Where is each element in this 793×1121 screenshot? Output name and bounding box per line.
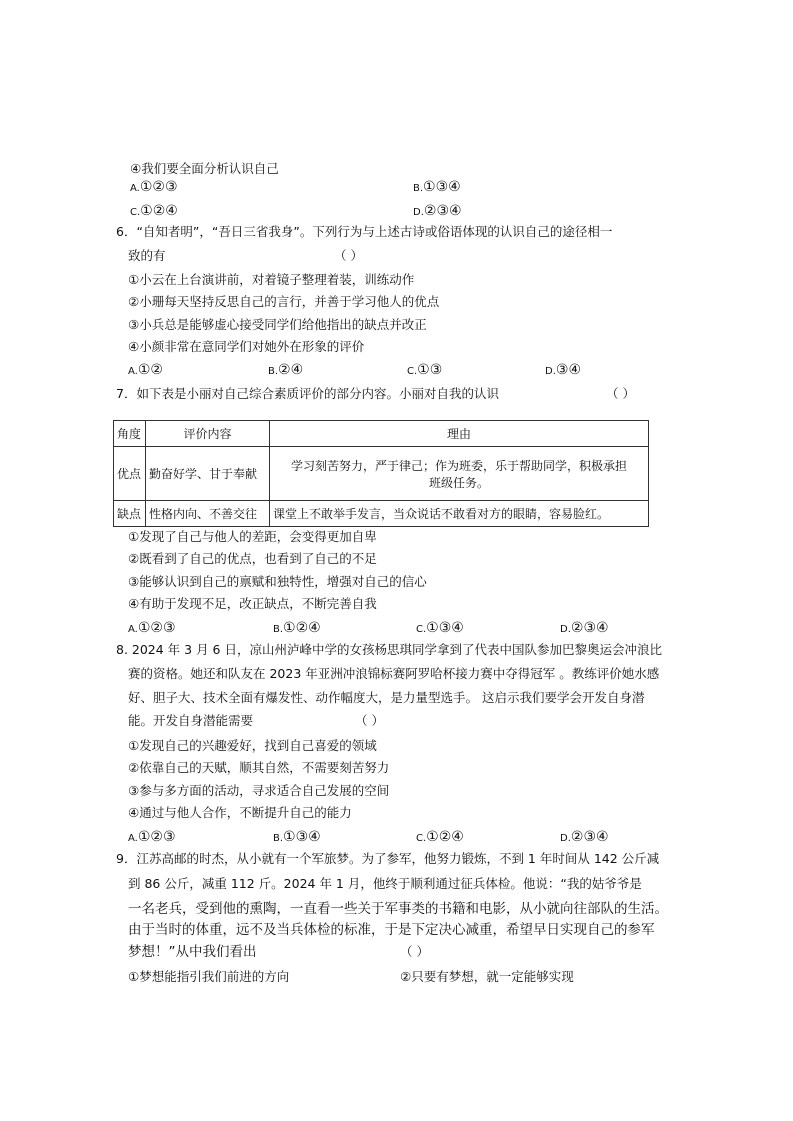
q6-option-b[interactable]: B.②④ <box>268 362 304 378</box>
q8-statement-2: ②依靠自己的天赋，顺其自然，不需要刻苦努力 <box>128 760 390 775</box>
q7-option-c[interactable]: C.①③④ <box>416 620 464 636</box>
q8-statement-1: ①发现自己的兴趣爱好，找到自己喜爱的领域 <box>128 738 377 753</box>
q7-option-a[interactable]: A.①②③ <box>128 620 176 636</box>
q5-option-c[interactable]: C.①②④ <box>130 203 178 219</box>
q5-option-d[interactable]: D.②③④ <box>413 203 462 219</box>
row-reason: 课堂上不敢举手发言，当众说话不敢看对方的眼睛，容易脸红。 <box>270 501 649 527</box>
q8-stem-line-2: 赛的资格。她还和队友在 2023 年亚洲冲浪锦标赛阿罗哈杯接力赛中夺得冠军 。教练评价她水感 <box>128 666 660 681</box>
q6-stem-line-2: 致的有 <box>128 248 166 263</box>
q6-option-c[interactable]: C.①③ <box>407 362 443 378</box>
q9-stem-line-5: 梦想！”从中我们看出 <box>128 944 257 960</box>
q6-statement-2: ②小珊每天坚持反思自己的言行，并善于学习他人的优点 <box>128 294 440 309</box>
q8-stem-line-3: 好、胆子大、技术全面有爆发性、动作幅度大，是力量型选手。 这启示我们要学会开发自身潜 <box>128 690 645 705</box>
q7-statement-4: ④有助于发现不足，改正缺点，不断完善自我 <box>128 596 377 611</box>
row-content: 性格内向、不善交往 <box>146 501 270 527</box>
q9-statement-1: ①梦想能指引我们前进的方向 <box>128 969 290 984</box>
q8-option-b[interactable]: B.①③④ <box>273 829 321 845</box>
q5-option-b[interactable]: B.①③④ <box>413 179 461 195</box>
q6-option-a[interactable]: A.①② <box>128 362 163 378</box>
q9-stem-line-2: 到 86 公斤，减重 112 斤。2024 年 1 月，他终于顺利通过征兵体检。他说：“我的姑爷爷是 <box>128 876 642 891</box>
q8-answer-paren: （ ） <box>355 713 384 728</box>
q8-statement-4: ④通过与他人合作，不断提升自己的能力 <box>128 805 352 820</box>
q5-statement-4: ④我们要全面分析认识自己 <box>130 161 279 176</box>
q7-stem-line-1: 7．如下表是小丽对自己综合素质评价的部分内容。小丽对自我的认识 <box>116 386 499 401</box>
q6-answer-paren: （ ） <box>334 248 363 263</box>
q8-statement-3: ③参与多方面的活动，寻求适合自己发展的空间 <box>128 783 390 798</box>
header-angle: 角度 <box>114 421 146 447</box>
q7-statement-1: ①发现了自己与他人的差距，会变得更加自卑 <box>128 529 377 544</box>
q7-statement-3: ③能够认识到自己的禀赋和独特性，增强对自己的信心 <box>128 574 427 589</box>
q9-stem-line-1: 9．江苏高邮的时杰，从小就有一个军旅梦。为了参军，他努力锻炼，不到 1 年时间从 142 公斤减 <box>116 851 660 866</box>
q7-option-b[interactable]: B.①②④ <box>273 620 321 636</box>
evaluation-table <box>113 420 649 527</box>
q6-stem-line-1: 6．“自知者明”，“吾日三省我身”。下列行为与上述古诗或俗语体现的认识自己的途径相一 <box>116 224 613 239</box>
q7-statement-2: ②既看到了自己的优点，也看到了自己的不足 <box>128 551 377 566</box>
q7-answer-paren: （ ） <box>606 386 635 401</box>
q9-stem-line-4: 由于当时的体重，远不及当兵体检的标准，于是下定决心减重，希望早日实现自己的参军 <box>128 922 655 938</box>
q6-statement-3: ③小兵总是能够虚心接受同学们给他指出的缺点并改正 <box>128 317 427 332</box>
q9-statement-2: ②只要有梦想，就一定能够实现 <box>400 969 574 984</box>
q8-stem-line-4: 能。开发自身潜能需要 <box>128 713 254 728</box>
q6-statement-1: ①小云在上台演讲前，对着镜子整理着装，训练动作 <box>128 272 415 287</box>
q8-option-c[interactable]: C.①②④ <box>416 829 464 845</box>
table-row <box>114 447 649 501</box>
row-reason-line-1: 学习刻苦努力，严于律己；作为班委，乐于帮助同学，积极承担 <box>290 458 627 473</box>
row-reason-line-2: 班级任务。 <box>428 475 489 490</box>
q5-option-a[interactable]: A.①②③ <box>130 179 178 195</box>
table-header-row <box>114 421 649 447</box>
q9-stem-line-3: 一名老兵，受到他的熏陶，一直看一些关于军事类的书籍和电影，从小就向往部队的生活。 <box>128 901 668 917</box>
header-content: 评价内容 <box>146 421 270 447</box>
table-row <box>114 501 649 527</box>
q6-statement-4: ④小颜非常在意同学们对她外在形象的评价 <box>128 339 365 354</box>
header-reason: 理由 <box>270 421 649 447</box>
q9-answer-paren: （ ） <box>400 944 429 959</box>
q8-option-d[interactable]: D.②③④ <box>560 829 609 845</box>
row-reason <box>270 447 649 501</box>
row-angle: 优点 <box>114 447 146 501</box>
q8-stem-line-1: 8. 2024 年 3 月 6 日，凉山州泸峰中学的女孩杨思琪同学拿到了代表中国队参加巴黎奥运会冲浪比 <box>116 642 662 657</box>
q7-option-d[interactable]: D.②③④ <box>560 620 609 636</box>
q6-option-d[interactable]: D.③④ <box>545 362 581 378</box>
row-content: 勤奋好学、甘于奉献 <box>146 447 270 501</box>
q8-option-a[interactable]: A.①②③ <box>128 829 176 845</box>
row-angle: 缺点 <box>114 501 146 527</box>
